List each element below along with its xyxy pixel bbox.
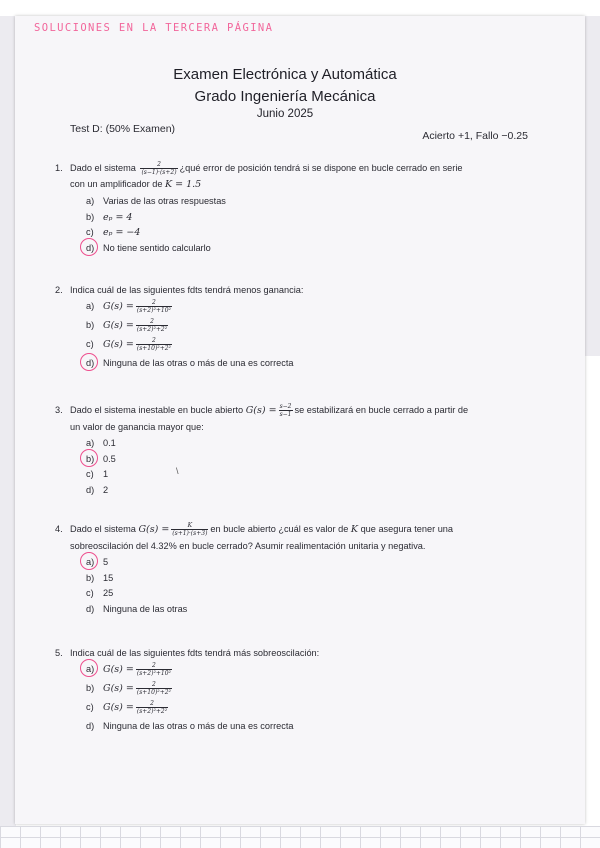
option-4a[interactable]: a) 5 [86,554,515,570]
question-1-statement: 1. Dado el sistema $\frac{2}{(s-1)\cdot(s+2)}$ ¿qué error de posición tendrá si se dispone en bucle cerrado en serie [55,161,463,177]
option-5a[interactable]: a) G(s) = $\frac{2}{\text{(s+2)²+10²}}$ [86,661,515,680]
question-2-statement: 2. Indica cuál de las siguientes fdts tendrá menos ganancia: [55,285,304,295]
exam-title: Examen Electrónica y Automática [173,66,397,83]
answer-circle-icon [80,552,98,570]
transfer-function: $\frac{s-2}{s-1}$ [279,403,292,419]
transfer-function: $\frac{K}{(s+1)\cdot(s+3)}$ [172,522,208,538]
degree-title: Grado Ingeniería Mecánica [194,88,376,105]
option-3a[interactable]: a) 0.1 [86,438,116,448]
option-1d[interactable]: d) No tiene sentido calcularlo [86,240,515,256]
option-1b[interactable]: b) eₚ = 4 [86,211,133,223]
option-1a[interactable]: a) Varias de las otras respuestas [86,196,226,207]
option-4b[interactable]: b) 15 [86,572,114,583]
option-2b[interactable]: b) G(s) = $\frac{2}{\text{(s+2)²+2²}}$ [86,318,168,334]
option-4c[interactable]: c) 25 [86,588,114,598]
question-5 [55,645,515,734]
transfer-function: $\frac{2}{(s-1)\cdot(s+2)}$ [141,161,177,177]
answer-circle-icon [80,449,98,467]
option-5d[interactable]: d) Ninguna de las otras o más de una es correcta [86,721,294,731]
exam-date: Junio 2025 [256,108,314,120]
question-4-statement: 4. Dado el sistema G(s) = $\frac{K}{(s+1)\cdot(s+3)}$ en bucle abierto ¿cuál es valor de K que asegura tener una [55,522,454,538]
question-3-statement: 3. Dado el sistema inestable en bucle abierto G(s) = $\frac{s-2}{s-1}$ se estabilizará en bucle cerrado a partir de [55,403,469,419]
question-1: 1. Dado el sistema $\frac{2}{(s-1)\cdot(s+2)}$ ¿qué error de posición tendrá si se dispone en bucle cerrado en serie con un amplificador de K = 1.5 a) Varias de las otras respuestas b) eₚ = 4 c) eₚ = −4 d) No tiene sentido calcularlo [55,160,515,255]
option-5c[interactable]: c) G(s) = $\frac{2}{\text{(s+2)²+2²}}$ [86,700,168,716]
question-3: 3. Dado el sistema inestable en bucle abierto G(s) = $\frac{s-2}{s-1}$ se estabilizará en bucle cerrado a partir de un valor de ganancia mayor que: a) 0.1 b) 0.5 c) 1 d) 2 [55,402,515,497]
answer-circle-icon [80,659,98,677]
option-5b[interactable]: b) G(s) = $\frac{2}{\text{(s+10)²+2²}}$ [86,681,171,697]
grid-surface [0,826,600,848]
option-2a[interactable]: a) G(s) = $\frac{2}{\text{(s+2)²+10²}}$ [86,299,171,315]
question-5-statement: 5. Indica cuál de las siguientes fdts tendrá más sobreoscilación: [55,648,320,658]
option-3c[interactable]: c) 1 [86,469,109,479]
scoring-rules: Acierto +1, Fallo −0.25 [422,130,528,142]
handwritten-note: SOLUCIONES EN LA TERCERA PÁGINA [34,22,274,34]
pencil-mark: \ [176,466,179,476]
option-1c[interactable]: c) eₚ = −4 [86,227,141,239]
question-2 [55,282,515,371]
option-3d[interactable]: d) 2 [86,484,109,495]
answer-circle-icon [80,238,98,256]
option-3b[interactable]: b) 0.5 [86,451,515,467]
option-2d[interactable]: d) Ninguna de las otras o más de una es correcta [86,355,515,371]
question-4: 4. Dado el sistema G(s) = $\frac{K}{(s+1)\cdot(s+3)}$ en bucle abierto ¿cuál es valor de K que asegura tener una sobreoscilación del 4.32% en bucle cerrado? Asumir realimentación unitaria y negativa. a) 5 b) 15 c) 25 d) Ninguna de las otras [55,521,515,616]
background-sheet-right [585,16,600,356]
test-label: Test D: (50% Examen) [70,123,176,135]
background-sheet-left [0,16,16,826]
answer-circle-icon [80,353,98,371]
option-4d[interactable]: d) Ninguna de las otras [86,603,188,614]
option-2c[interactable]: c) G(s) = $\frac{2}{\text{(s+10)²+2²}}$ [86,337,171,353]
